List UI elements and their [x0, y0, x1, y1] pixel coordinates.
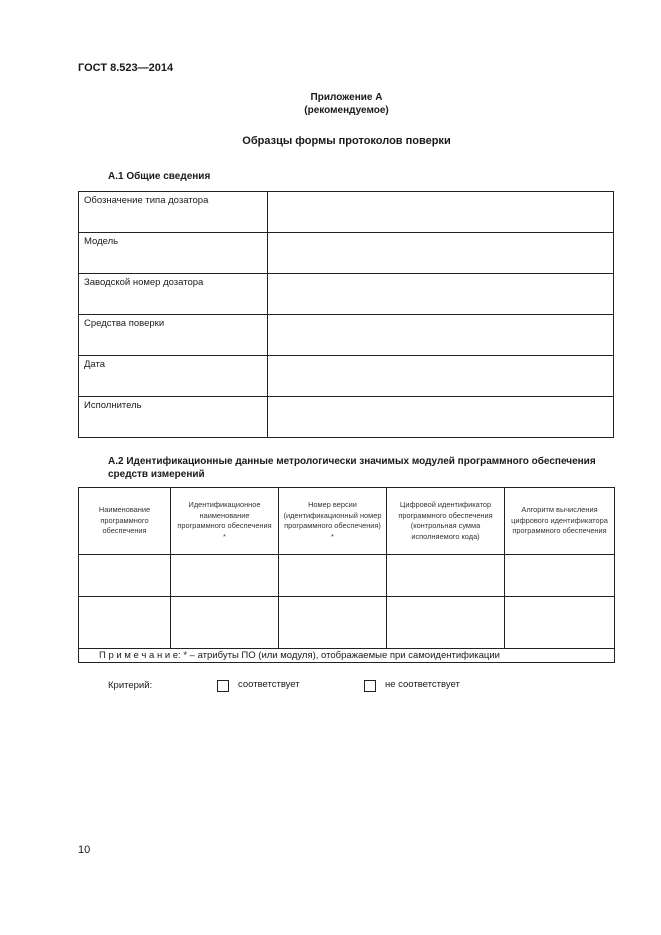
- table-note-row: [79, 649, 615, 663]
- table-note: [79, 649, 615, 663]
- main-heading: Образцы формы протоколов поверки: [242, 135, 451, 147]
- software-id-table: [78, 487, 615, 663]
- table-row: [79, 233, 614, 274]
- table-cell[interactable]: [171, 597, 279, 649]
- table-cell[interactable]: [387, 555, 505, 597]
- table-row: [79, 356, 614, 397]
- table-row: [79, 274, 614, 315]
- conforms-checkbox[interactable]: [217, 680, 229, 692]
- note-prefix: П р и м е ч а н и е:: [99, 650, 181, 661]
- table-cell[interactable]: [79, 555, 171, 597]
- table-cell[interactable]: [279, 597, 387, 649]
- row-label: Средства поверки: [79, 315, 268, 356]
- section-a2-title: А.2 Идентификационные данные метрологически значимых модулей программного обеспечения средств измерений: [108, 456, 596, 480]
- table-cell[interactable]: [171, 555, 279, 597]
- column-header: Цифровой идентификатор программного обеспечения (контрольная сумма исполняемого кода): [387, 488, 505, 555]
- row-label: Дата: [79, 356, 268, 397]
- column-header: Алгоритм вычисления цифрового идентификатора программного обеспечения: [505, 488, 615, 555]
- table-row: [79, 315, 614, 356]
- appendix-heading: [0, 91, 661, 117]
- general-info-table: [78, 191, 614, 438]
- not-conforms-label: не соответствует: [385, 679, 460, 690]
- document-code: ГОСТ 8.523—2014: [78, 62, 174, 74]
- table-cell[interactable]: [279, 555, 387, 597]
- row-label: Модель: [79, 233, 268, 274]
- row-value-field[interactable]: [268, 233, 614, 274]
- table-cell[interactable]: [505, 555, 615, 597]
- row-value-field[interactable]: [268, 397, 614, 438]
- table-row: [79, 397, 614, 438]
- row-value-field[interactable]: [268, 315, 614, 356]
- row-label: Исполнитель: [79, 397, 268, 438]
- table-cell[interactable]: [505, 597, 615, 649]
- row-value-field[interactable]: [268, 192, 614, 233]
- table-header-row: [79, 488, 615, 555]
- column-header: Наименование программного обеспечения: [79, 488, 171, 555]
- note-text: * – атрибуты ПО (или модуля), отображаемые при самоидентификации: [180, 650, 500, 661]
- table-row: [79, 597, 615, 649]
- table-row: [79, 555, 615, 597]
- page-number: 10: [78, 844, 91, 856]
- column-header: Номер версии (идентификационный номер программного обеспечения) *: [279, 488, 387, 555]
- appendix-title: Приложение А: [310, 92, 383, 103]
- table-cell[interactable]: [79, 597, 171, 649]
- conforms-label: соответствует: [238, 679, 300, 690]
- criterion-label: Критерий:: [108, 680, 153, 691]
- row-value-field[interactable]: [268, 274, 614, 315]
- not-conforms-checkbox[interactable]: [364, 680, 376, 692]
- appendix-subtitle: (рекомендуемое): [304, 105, 389, 116]
- table-row: [79, 192, 614, 233]
- column-header: Идентификационное наименование программного обеспечения *: [171, 488, 279, 555]
- section-a1-title: А.1 Общие сведения: [108, 171, 211, 182]
- row-value-field[interactable]: [268, 356, 614, 397]
- table-cell[interactable]: [387, 597, 505, 649]
- row-label: Заводской номер дозатора: [79, 274, 268, 315]
- row-label: Обозначение типа дозатора: [79, 192, 268, 233]
